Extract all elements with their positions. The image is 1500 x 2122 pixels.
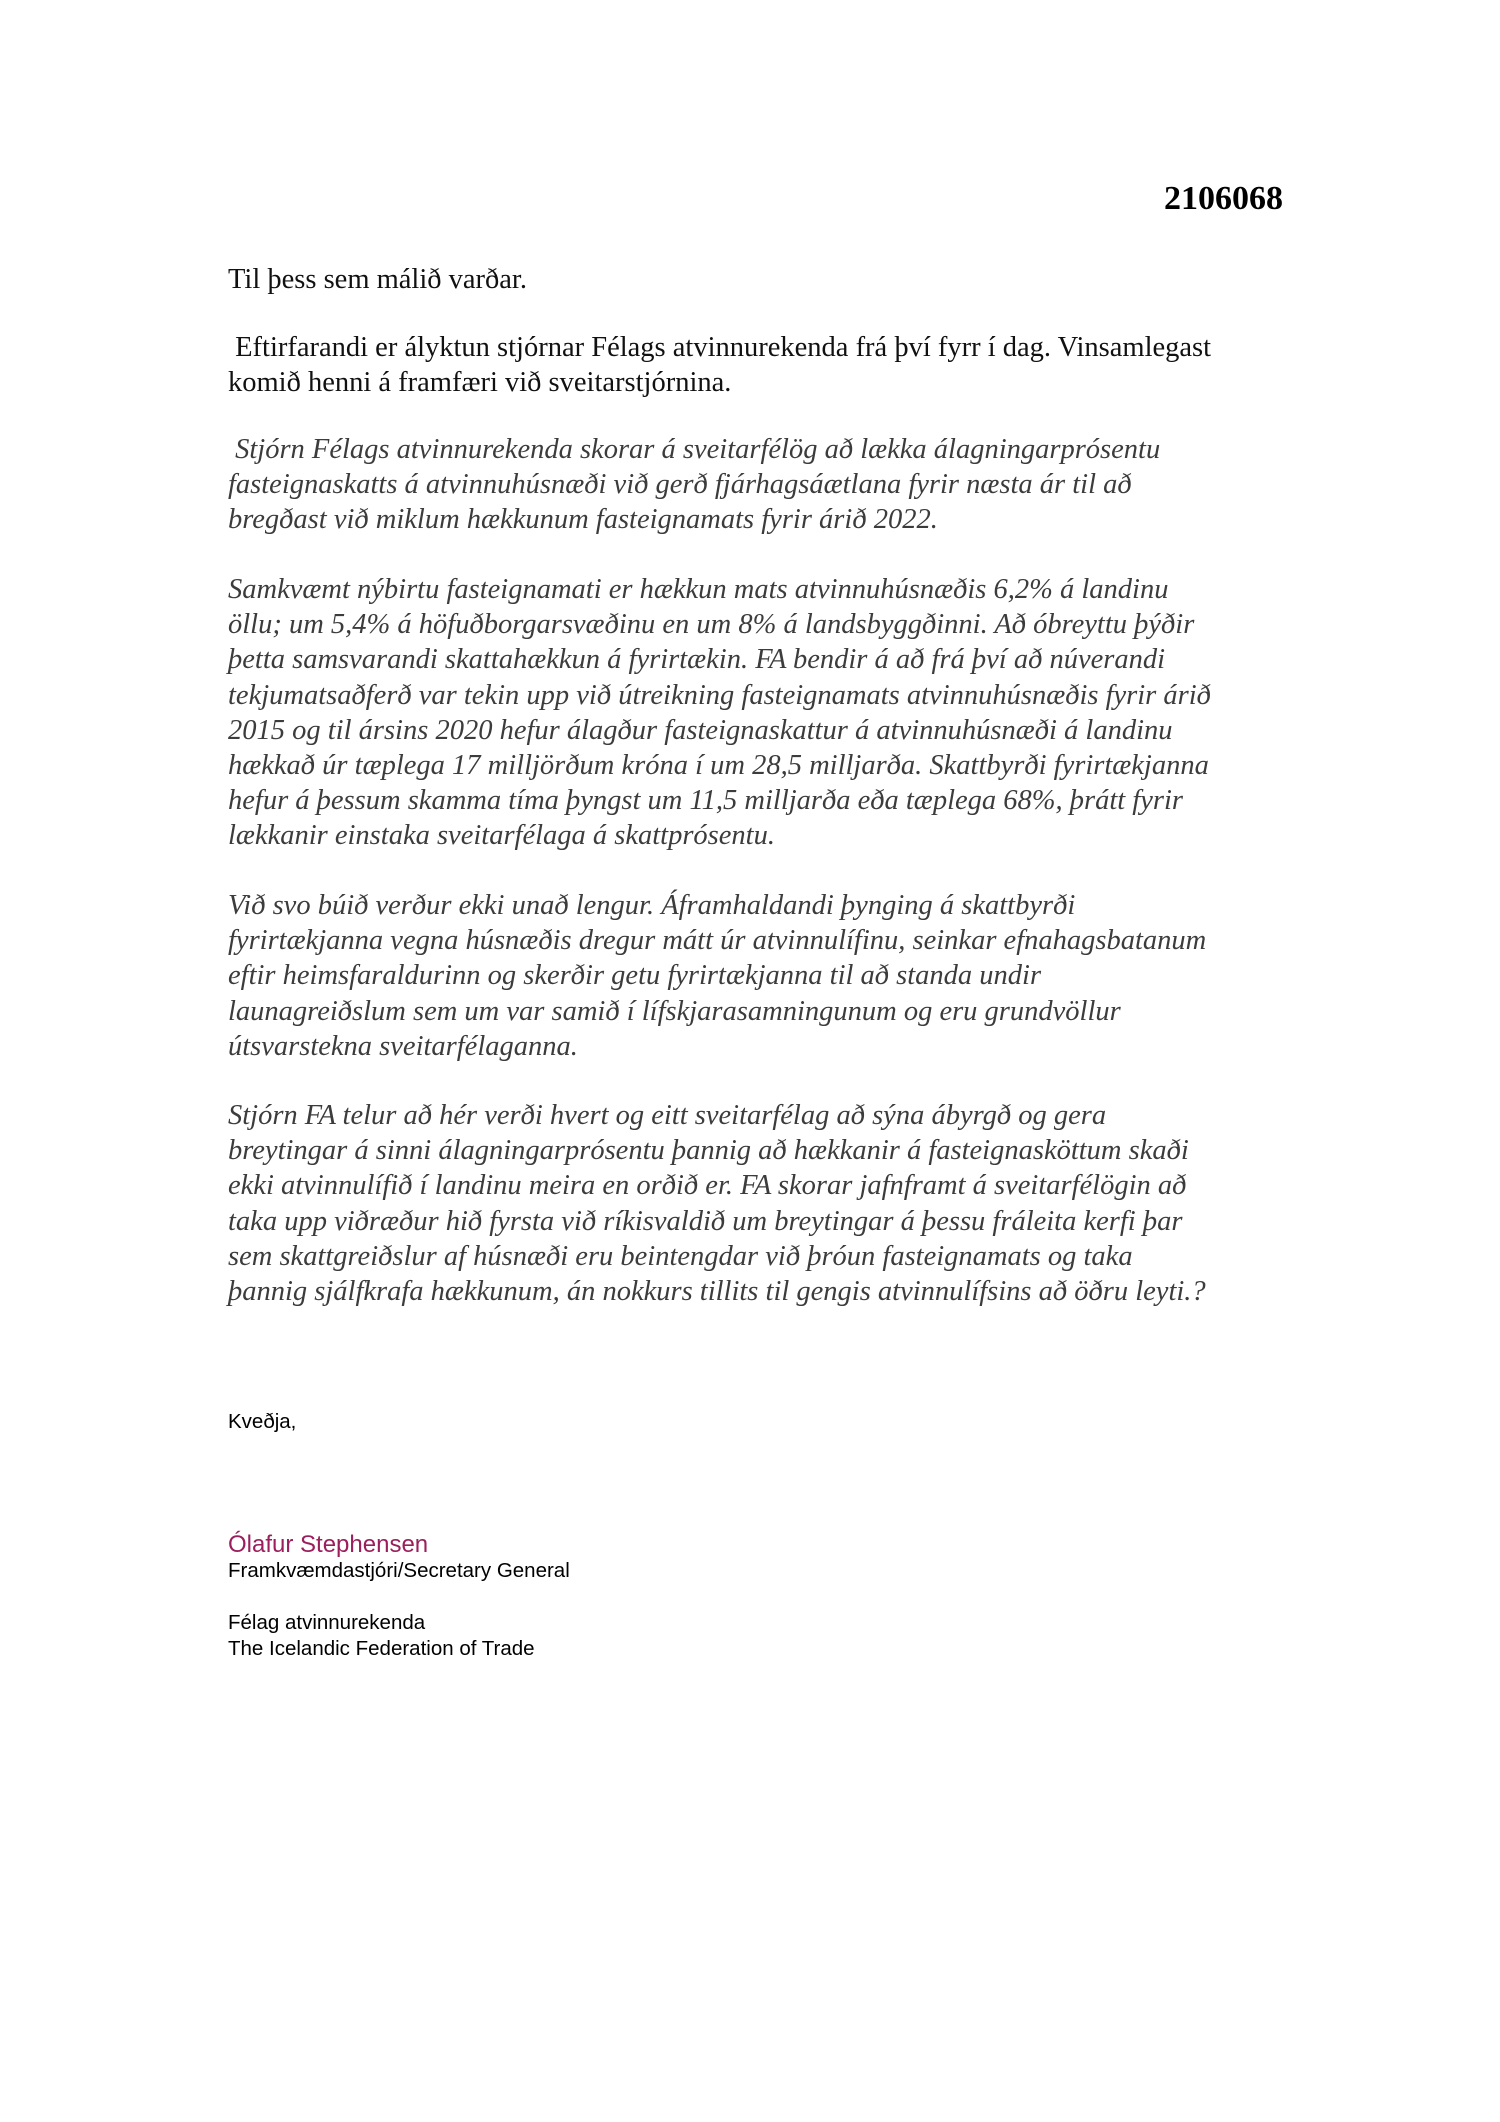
resolution-paragraph-2	[228, 572, 1308, 854]
resolution-line: launagreiðslum sem um var samið í lífskjarasamningunum og eru grundvöllur	[228, 995, 1121, 1027]
resolution-paragraph-1	[228, 432, 1308, 538]
signatory-name: Ólafur Stephensen	[228, 1531, 429, 1558]
signatory-title: Framkvæmdastjóri/Secretary General	[228, 1559, 570, 1582]
resolution-line: Samkvæmt nýbirtu fasteignamati er hækkun mats atvinnuhúsnæðis 6,2% á landinu	[228, 574, 1169, 605]
salutation	[228, 262, 1308, 297]
resolution-line: útsvarstekna sveitarfélaganna.	[228, 1030, 578, 1062]
resolution-paragraph-3	[228, 888, 1308, 1064]
salutation-text: Til þess sem málið varðar.	[228, 264, 527, 295]
intro-line: Eftirfarandi er ályktun stjórnar Félags atvinnurekenda frá því fyrr í dag. Vinsamlegast	[228, 332, 1212, 363]
resolution-line: taka upp viðræður hið fyrsta við ríkisvaldið um breytingar á þessu fráleita kerfi þar	[228, 1205, 1183, 1237]
document-id: 2106068	[1164, 180, 1283, 217]
resolution-line: eftir heimsfaraldurinn og skerðir getu fyrirtækjanna til að standa undir	[228, 960, 1042, 992]
resolution-line: tekjumatsaðferð var tekin upp við útreikning fasteignamats atvinnuhúsnæðis fyrir árið	[228, 679, 1211, 711]
resolution-line: hækkað úr tæplega 17 milljörðum króna í um 28,5 milljarða. Skattbyrði fyrirtækjanna	[228, 750, 1209, 782]
resolution-line: þetta samsvarandi skattahækkun á fyrirtækin. FA bendir á að frá því að núverandi	[228, 644, 1166, 676]
resolution-line: breytingar á sinni álagningarprósentu þannig að hækkanir á fasteignasköttum skaði	[228, 1135, 1189, 1167]
resolution-line: hefur á þessum skamma tíma þyngst um 11,5 milljarða eða tæplega 68%, þrátt fyrir	[228, 785, 1183, 817]
organization-english: The Icelandic Federation of Trade	[228, 1637, 535, 1660]
resolution-line: sem skattgreiðslur af húsnæði eru beintengdar við þróun fasteignamats og taka	[228, 1240, 1133, 1272]
resolution-line: þannig sjálfkrafa hækkunum, án nokkurs tillits til gengis atvinnulífsins að öðru leyti.?	[228, 1276, 1206, 1308]
resolution-line: Stjórn FA telur að hér verði hvert og eitt sveitarfélag að sýna ábyrgð og gera	[228, 1100, 1107, 1131]
closing	[228, 1409, 1308, 1435]
intro-paragraph	[228, 330, 1308, 400]
resolution-line: öllu; um 5,4% á höfuðborgarsvæðinu en um 8% á landsbyggðinni. Að óbreyttu þýðir	[228, 609, 1195, 641]
resolution-line: Við svo búið verður ekki unað lengur. Áframhaldandi þynging á skattbyrði	[228, 890, 1076, 921]
resolution-line: Stjórn Félags atvinnurekenda skorar á sveitarfélög að lækka álagningarprósentu	[228, 434, 1161, 465]
resolution-line: ekki atvinnulífið í landinu meira en orðið er. FA skorar jafnframt á sveitarfélögin að	[228, 1170, 1187, 1202]
resolution-paragraph-4	[228, 1098, 1308, 1309]
resolution-line: lækkanir einstaka sveitarfélaga á skattprósentu.	[228, 820, 775, 852]
resolution-line: fasteignaskatts á atvinnuhúsnæði við gerð fjárhagsáætlana fyrir næsta ár til að	[228, 469, 1132, 501]
resolution-line: fyrirtækjanna vegna húsnæðis dregur mátt úr atvinnulífinu, seinkar efnahagsbatanum	[228, 925, 1207, 957]
organization-icelandic: Félag atvinnurekenda	[228, 1611, 426, 1634]
signature-block	[228, 1532, 1308, 1662]
closing-text: Kveðja,	[228, 1410, 297, 1433]
intro-line: komið henni á framfæri við sveitarstjórnina.	[228, 367, 732, 398]
resolution-line: 2015 og til ársins 2020 hefur álagður fasteignaskattur á atvinnuhúsnæði á landinu	[228, 714, 1173, 746]
resolution-line: bregðast við miklum hækkunum fasteignamats fyrir árið 2022.	[228, 504, 938, 536]
